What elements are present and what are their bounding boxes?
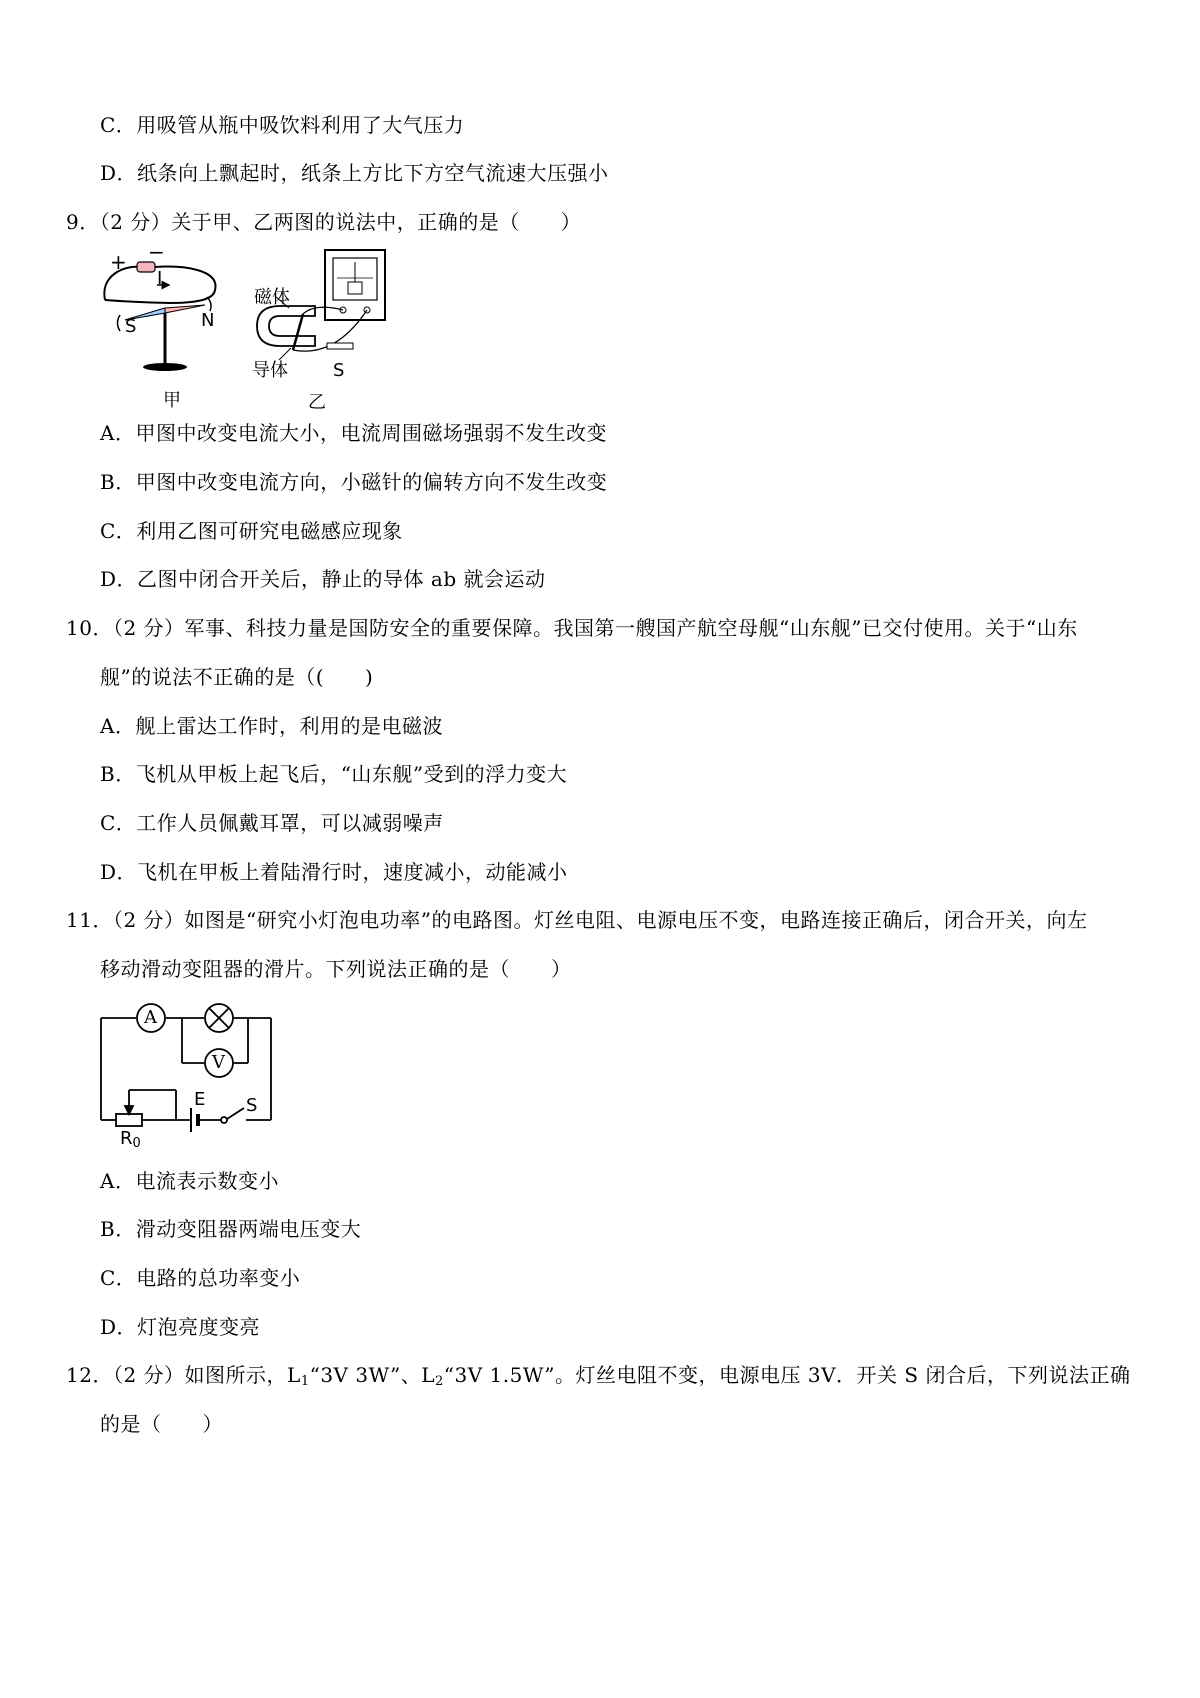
voltmeter-label: V <box>212 1052 225 1073</box>
q10-option-d: D．飞机在甲板上着陆滑行时，速度减小，动能减小 <box>100 860 568 884</box>
magnet-label: 磁体 <box>254 287 290 308</box>
q11-stem-line2: 移动滑动变阻器的滑片。下列说法正确的是（ ） <box>100 957 572 981</box>
q9-option-c: C．利用乙图可研究电磁感应现象 <box>100 519 403 543</box>
q11-stem-line1: 11．（2 分）如图是“研究小灯泡电功率”的电路图。灯丝电阻、电源电压不变，电路连接正确后，闭合开关，向左 <box>66 908 1088 932</box>
q9-option-d: D．乙图中闭合开关后，静止的导体 ab 就会运动 <box>100 567 546 591</box>
q11-option-c: C．电路的总功率变小 <box>100 1266 301 1290</box>
switch-s-circuit-label: S <box>246 1095 258 1116</box>
q10-option-c: C．工作人员佩戴耳罩，可以减弱噪声 <box>100 811 444 835</box>
figure-yi-caption: 乙 <box>308 392 326 413</box>
north-pole-label: N <box>201 310 215 331</box>
q12-stem-line2: 的是（ ） <box>100 1412 223 1436</box>
source-e-label: E <box>194 1089 206 1110</box>
q9-option-b: B．甲图中改变电流方向，小磁针的偏转方向不发生改变 <box>100 470 608 494</box>
q9-stem: 9．（2 分）关于甲、乙两图的说法中，正确的是（ ） <box>66 210 582 234</box>
q10-stem-line1: 10．（2 分）军事、科技力量是国防安全的重要保障。我国第一艘国产航空母舰“山东舰”已交付使用。关于“山东 <box>66 616 1078 640</box>
figure-jia-caption: 甲 <box>163 390 181 411</box>
q10-stem-line2: 舰”的说法不正确的是（( ) <box>100 665 374 689</box>
q10-option-a: A．舰上雷达工作时，利用的是电磁波 <box>100 714 443 738</box>
q10-option-b: B．飞机从甲板上起飞后，“山东舰”受到的浮力变大 <box>100 762 568 786</box>
conductor-label: 导体 <box>252 360 288 381</box>
q11-option-b: B．滑动变阻器两端电压变大 <box>100 1217 362 1241</box>
minus-label: − <box>148 240 165 264</box>
ammeter-label: A <box>144 1007 157 1028</box>
q8-option-d: D．纸条向上飘起时，纸条上方比下方空气流速大压强小 <box>100 161 609 185</box>
q9-option-a: A．甲图中改变电流大小，电流周围磁场强弱不发生改变 <box>100 421 607 445</box>
current-label: I <box>157 268 163 289</box>
switch-s-label: S <box>333 360 345 381</box>
rheostat-label: $R_0$ <box>120 1128 141 1151</box>
q11-option-d: D．灯泡亮度变亮 <box>100 1315 261 1339</box>
q8-option-c: C．用吸管从瓶中吸饮料利用了大气压力 <box>100 113 465 137</box>
q12-stem-line1: 12．（2 分）如图所示，$L_1“3V$ 3W”、$L_2“3V$ 1.5W”。灯丝电阻不变，电源电压 3V．开关 S 闭合后，下列说法正确 <box>66 1363 1131 1389</box>
q11-option-a: A．电流表示数变小 <box>100 1169 279 1193</box>
south-pole-label: S <box>125 316 137 337</box>
plus-label: + <box>110 250 127 274</box>
